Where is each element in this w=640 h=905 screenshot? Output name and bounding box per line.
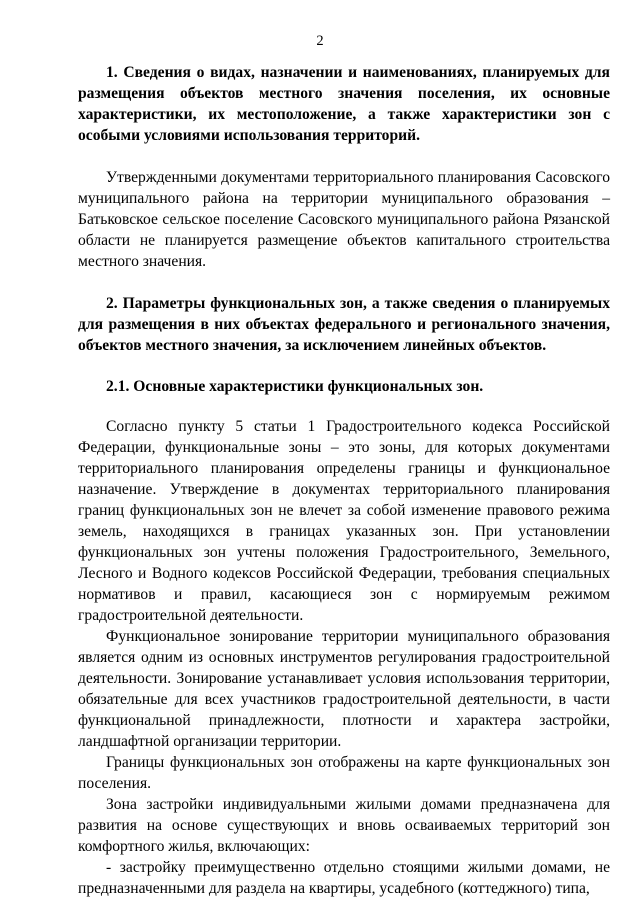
spacer	[78, 272, 610, 293]
paragraph-detached-houses: - застройку преимущественно отдельно стоящими жилыми домами, не предназначенными для раздела на квартиры, усадебного (коттеджного) типа,	[78, 859, 610, 897]
section-2-1-heading: 2.1. Основные характеристики функциональных зон.	[106, 378, 484, 395]
paragraph-article-5: Согласно пункту 5 статьи 1 Градостроительного кодекса Российской Федерации, функциональные зоны – это зоны, для которых документами территориального планирования определены границы и функциональное назначение. Утверждение в документах территориального планирования границ функциональных зон не влечет за собой изменение правового режима земель, находящихся в границах указанных зон. При установлении функциональных зон учтены положения Градостроительного, Земельного, Лесного и Водного кодексов Российской Федерации, требования специальных нормативов и правил, касающиеся зон с нормируемым режимом градостроительной деятельности.	[78, 418, 610, 624]
spacer	[78, 356, 610, 376]
section-1-heading: 1. Сведения о видах, назначении и наименованиях, планируемых для размещения объектов местного значения поселения, их основные характеристики, их местоположение, а также характеристики зон с особыми условиями использования территорий.	[78, 64, 610, 144]
paragraph-zoning-tool: Функциональное зонирование территории муниципального образования является одним из основных инструментов регулирования градостроительной деятельности. Зонирование устанавливает условия использования территории, обязательные для всех участников градостроительной деятельности, в части функциональной принадлежности, плотности и характера застройки, ландшафтной организации территории.	[78, 628, 610, 750]
spacer	[78, 146, 610, 167]
page-number: 2	[316, 33, 324, 49]
section-2-heading: 2. Параметры функциональных зон, а также сведения о планируемых для размещения в них объектах федерального и регионального значения, объектов местного значения, за исключением линейных объектов.	[78, 295, 610, 354]
document-body	[78, 62, 610, 899]
section-1-paragraph: Утвержденными документами территориального планирования Сасовского муниципального района на территории муниципального образования – Батьковское сельское поселение Сасовского муниципального района Рязанской области не планируется размещение объектов капитального строительства местного значения.	[78, 169, 610, 270]
paragraph-individual-housing-zone: Зона застройки индивидуальными жилыми домами предназначена для развития на основе существующих и вновь осваиваемых территорий зон комфортного жилья, включающих:	[78, 796, 610, 855]
paragraph-zone-map: Границы функциональных зон отображены на карте функциональных зон поселения.	[78, 754, 610, 792]
spacer	[78, 397, 610, 416]
